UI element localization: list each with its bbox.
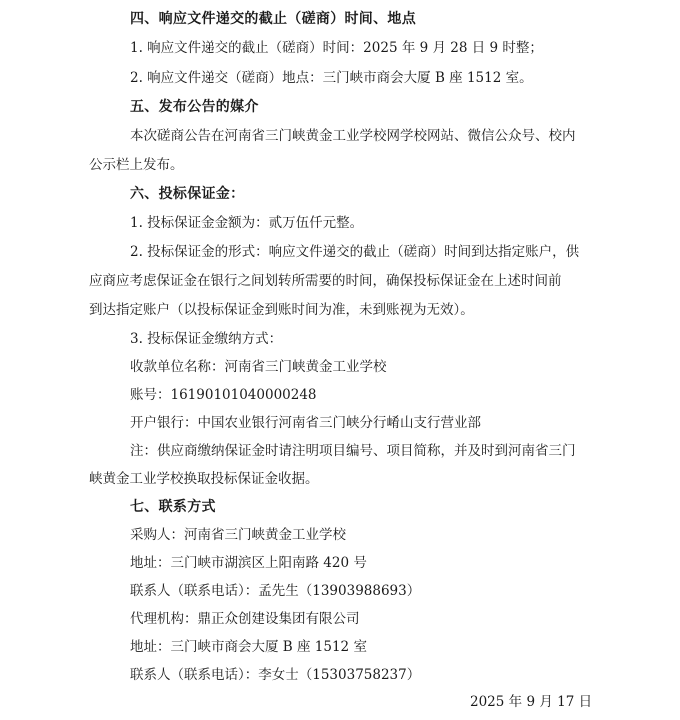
section-6-item-2-line-3: 到达指定账户（以投标保证金到账时间为准，未到账视为无效）。	[89, 302, 474, 318]
buyer-address: 地址：三门峡市湖滨区上阳南路 420 号	[130, 555, 367, 571]
section-6-item-1: 1. 投标保证金金额为：贰万伍仟元整。	[130, 215, 364, 231]
buyer-name: 采购人：河南省三门峡黄金工业学校	[130, 527, 346, 543]
bank-name: 开户银行：中国农业银行河南省三门峡分行崤山支行营业部	[130, 415, 481, 431]
section-4-item-2: 2. 响应文件递交（磋商）地点：三门峡市商会大厦 B 座 1512 室。	[130, 70, 533, 86]
document-date: 2025 年 9 月 17 日	[470, 694, 593, 710]
buyer-contact: 联系人（联系电话）：孟先生（13903988693）	[130, 583, 421, 599]
agency-address: 地址：三门峡市商会大厦 B 座 1512 室	[130, 639, 367, 655]
payee-name: 收款单位名称：河南省三门峡黄金工业学校	[130, 359, 387, 375]
section-6-item-3: 3. 投标保证金缴纳方式：	[130, 331, 283, 347]
section-6-heading: 六、投标保证金：	[130, 186, 245, 202]
agency-contact: 联系人（联系电话）：李女士（15303758237）	[130, 667, 421, 683]
section-4-heading: 四、响应文件递交的截止（磋商）时间、地点	[130, 11, 416, 27]
section-5-heading: 五、发布公告的媒介	[130, 99, 259, 115]
account-number: 账号：16190101040000248	[130, 387, 317, 403]
deposit-note-line-2: 峡黄金工业学校换取投标保证金收据。	[89, 471, 319, 487]
section-5-paragraph-line-2: 公示栏上发布。	[89, 157, 184, 173]
section-4-item-1: 1. 响应文件递交的截止（磋商）时间：2025 年 9 月 28 日 9 时整；	[130, 40, 543, 56]
section-5-paragraph-line-1: 本次磋商公告在河南省三门峡黄金工业学校网学校网站、微信公众号、校内	[130, 128, 576, 144]
agency-name: 代理机构：鼎正众创建设集团有限公司	[130, 611, 360, 627]
section-6-item-2-line-1: 2. 投标保证金的形式：响应文件递交的截止（磋商）时间到达指定账户，供	[130, 244, 580, 260]
section-7-heading: 七、联系方式	[130, 499, 216, 515]
deposit-note-line-1: 注：供应商缴纳保证金时请注明项目编号、项目简称，并及时到河南省三门	[130, 443, 576, 459]
section-6-item-2-line-2: 应商应考虑保证金在银行之间划转所需要的时间，确保投标保证金在上述时间前	[89, 273, 562, 289]
